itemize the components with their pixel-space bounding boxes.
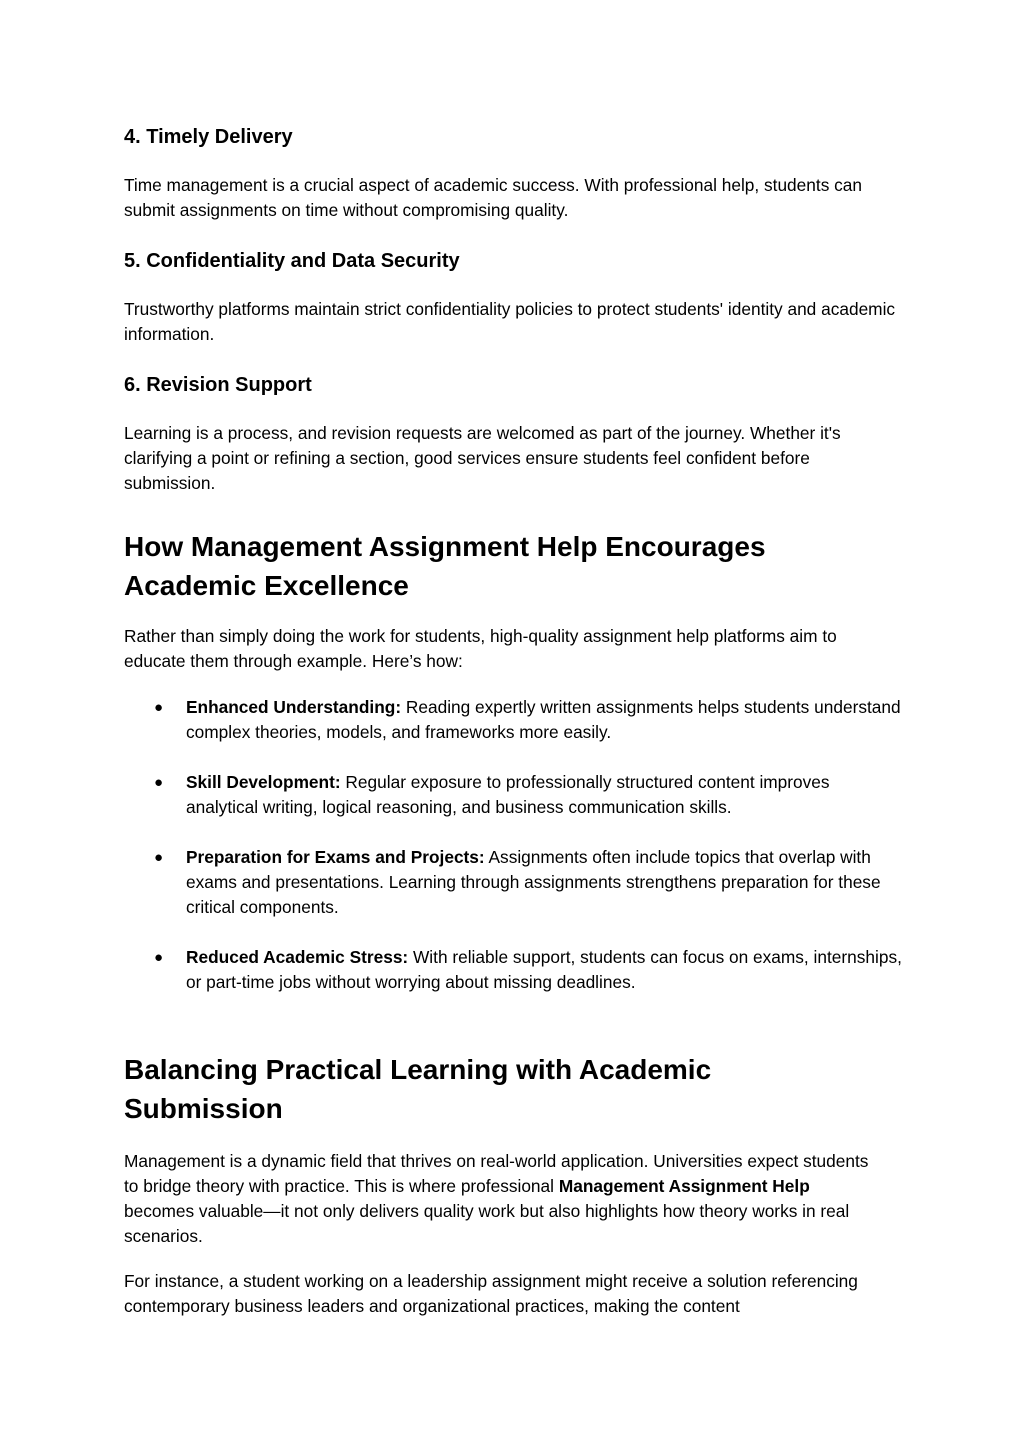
paragraph-balancing-1: Management is a dynamic field that thrives on real-world application. Universities expect students to bridge theory with practice. This is where professional Management Assignment Help becomes valuable—it not only delivers quality work but also highlights how theory works in real scenarios. <box>124 1151 869 1246</box>
paragraph-revision-support: Learning is a process, and revision requests are welcomed as part of the journey. Whether it's clarifying a point or refining a section, good services ensure students feel confident before submission. <box>124 423 841 493</box>
bullet-text: Reading expertly written assignments helps students understand complex theories, models, and frameworks more easily. <box>186 697 901 742</box>
heading-balancing-practical-learning: Balancing Practical Learning with Academic Submission <box>124 1054 712 1124</box>
heading-confidentiality: 5. Confidentiality and Data Security <box>124 250 460 272</box>
bullet-icon: ● <box>154 849 164 866</box>
paragraph-excellence-intro: Rather than simply doing the work for students, high-quality assignment help platforms aim to educate them through example. Here’s how: <box>124 626 837 671</box>
heading-timely-delivery: 4. Timely Delivery <box>124 126 293 148</box>
highlight-management-assignment-help: Management Assignment Help <box>558 1176 810 1196</box>
bullet-icon: ● <box>154 949 164 966</box>
bullet-icon: ● <box>154 699 164 716</box>
bullet-text: Regular exposure to professionally structured content improves analytical writing, logical reasoning, and business communication skills. <box>186 772 830 817</box>
bullet-term: Reduced Academic Stress: <box>186 947 409 967</box>
bullet-term: Skill Development: <box>186 772 341 792</box>
paragraph-balancing-2: For instance, a student working on a leadership assignment might receive a solution referencing contemporary business leaders and organizational practices, making the content <box>124 1271 858 1316</box>
heading-academic-excellence: How Management Assignment Help Encourages Academic Excellence <box>124 531 766 601</box>
paragraph-confidentiality: Trustworthy platforms maintain strict confidentiality policies to protect students' identity and academic information. <box>124 299 896 344</box>
bullet-icon: ● <box>154 774 164 791</box>
bullet-text: Assignments often include topics that overlap with exams and presentations. Learning through assignments strengthens preparation for these critical components. <box>186 847 881 917</box>
bullet-term: Enhanced Understanding: <box>186 697 402 717</box>
heading-revision-support: 6. Revision Support <box>124 374 312 396</box>
bullet-text: With reliable support, students can focus on exams, internships, or part-time jobs without worrying about missing deadlines. <box>186 947 902 992</box>
bullet-term: Preparation for Exams and Projects: <box>186 847 485 867</box>
paragraph-timely-delivery: Time management is a crucial aspect of academic success. With professional help, students can submit assignments on time without compromising quality. <box>124 175 862 220</box>
